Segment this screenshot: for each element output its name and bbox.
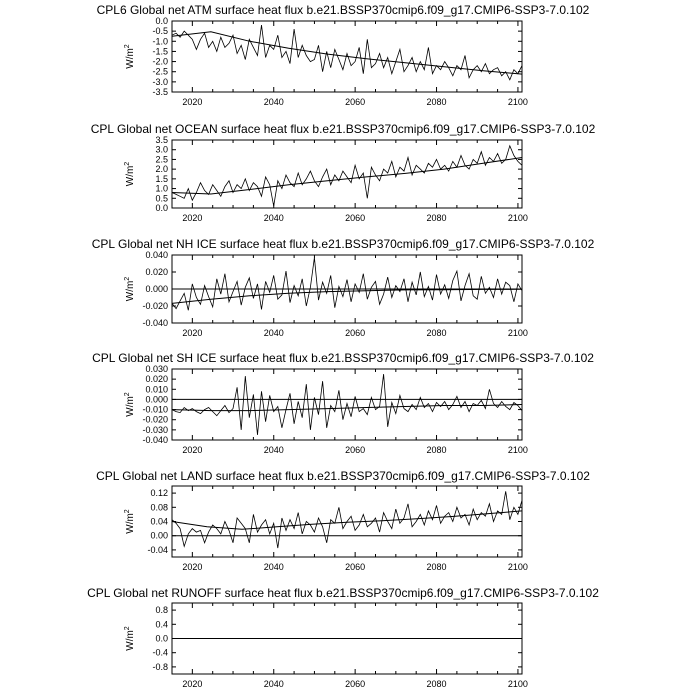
x-tick-label: 2100 <box>507 679 528 689</box>
chart-title: CPL Global net NH ICE surface heat flux b.e21.BSSP370cmip6.f09_g17.CMIP6-SSP3-7.0.102 <box>91 237 595 251</box>
plot-frame <box>172 140 522 208</box>
y-tick-label: -0.030 <box>142 424 168 435</box>
y-axis-label <box>124 509 136 534</box>
series-smoothed-line <box>172 511 522 529</box>
x-tick-label: 2080 <box>426 328 447 338</box>
x-tick-label: 2080 <box>426 562 447 572</box>
x-tick-label: 2080 <box>426 97 447 107</box>
x-tick-label: 2080 <box>426 213 447 223</box>
chart-panel-3 <box>92 237 595 338</box>
x-tick-label: 2040 <box>263 213 284 223</box>
y-tick-label: 0.000 <box>145 284 168 294</box>
x-tick-label: 2060 <box>345 562 366 572</box>
y-tick-label: -1.0 <box>152 36 168 47</box>
x-tick-label: 2040 <box>263 562 284 572</box>
y-tick-label: 0.4 <box>155 619 168 630</box>
x-tick-label: 2060 <box>345 97 366 107</box>
y-tick-label: -2.0 <box>152 56 168 67</box>
y-axis-label-base: W/m <box>125 165 136 187</box>
y-tick-label: -0.040 <box>142 318 168 328</box>
y-tick-label: 0.020 <box>145 267 168 277</box>
y-tick-label: -0.020 <box>142 301 168 311</box>
y-axis-label-base: W/m <box>125 630 136 651</box>
x-tick-label: 2040 <box>263 328 284 338</box>
y-axis-label-base: W/m <box>125 280 136 302</box>
chart-title: CPL Global net SH ICE surface heat flux b.e21.BSSP370cmip6.f09_g17.CMIP6-SSP3-7.0.102 <box>92 351 594 365</box>
y-tick-label: 0.010 <box>145 384 168 395</box>
y-axis-label-sup: 2 <box>124 276 131 281</box>
x-tick-label: 2040 <box>263 97 284 107</box>
y-tick-label: -0.8 <box>152 661 168 672</box>
y-axis-label <box>124 277 136 302</box>
chart-panel-1 <box>97 3 590 107</box>
x-tick-label: 2060 <box>345 213 366 223</box>
series-annual-line <box>172 146 522 206</box>
y-axis-label <box>124 626 136 651</box>
y-tick-label: 2.0 <box>155 164 168 175</box>
y-tick-label: -2.5 <box>152 66 168 77</box>
x-tick-label: 2100 <box>507 97 528 107</box>
x-tick-label: 2060 <box>345 679 366 689</box>
y-tick-label: 0.000 <box>145 394 168 405</box>
y-tick-label: -3.5 <box>152 87 168 97</box>
x-tick-label: 2060 <box>345 445 366 455</box>
y-tick-label: 0.0 <box>155 203 168 213</box>
y-axis-label <box>124 44 136 69</box>
series-smoothed-line <box>172 289 522 303</box>
y-tick-label: -0.040 <box>142 435 168 445</box>
x-tick-label: 2100 <box>507 328 528 338</box>
y-axis-label <box>124 162 136 187</box>
y-tick-label: 0.040 <box>145 250 168 260</box>
x-tick-label: 2080 <box>426 445 447 455</box>
y-tick-label: 0.0 <box>155 633 168 644</box>
chart-panel-4 <box>92 351 594 455</box>
x-tick-label: 2020 <box>182 97 203 107</box>
y-axis-label-sup: 2 <box>124 392 131 397</box>
series-annual-line <box>172 374 522 435</box>
y-tick-label: -0.020 <box>142 414 168 425</box>
y-tick-label: 0.08 <box>150 502 168 513</box>
y-axis-label-sup: 2 <box>124 626 131 631</box>
x-tick-label: 2020 <box>182 679 203 689</box>
series-annual-line <box>172 25 522 80</box>
y-tick-label: 3.0 <box>155 144 168 155</box>
chart-panel-5 <box>96 469 590 572</box>
x-tick-label: 2100 <box>507 445 528 455</box>
series-annual-line <box>172 258 522 311</box>
chart-title: CPL Global net OCEAN surface heat flux b.e21.BSSP370cmip6.f09_g17.CMIP6-SSP3-7.0.102 <box>90 122 596 136</box>
y-tick-label: 0.00 <box>150 530 168 541</box>
y-axis-label-base: W/m <box>125 48 136 69</box>
series-annual-line <box>172 491 522 548</box>
y-tick-label: 0.0 <box>155 16 168 26</box>
chart-title: CPL Global net LAND surface heat flux b.e21.BSSP370cmip6.f09_g17.CMIP6-SSP3-7.0.102 <box>96 469 590 483</box>
y-axis-label-sup: 2 <box>124 509 131 514</box>
y-tick-label: 0.5 <box>155 193 168 204</box>
y-tick-label: -0.04 <box>147 544 168 555</box>
y-tick-label: -0.010 <box>142 404 168 415</box>
y-axis-label-base: W/m <box>125 513 136 534</box>
x-tick-label: 2060 <box>345 328 366 338</box>
y-tick-label: -0.4 <box>152 647 168 658</box>
chart-panel-2 <box>91 122 596 223</box>
y-tick-label: 2.5 <box>155 154 168 165</box>
x-tick-label: 2040 <box>263 679 284 689</box>
y-tick-label: -1.5 <box>152 46 168 57</box>
x-tick-label: 2020 <box>182 328 203 338</box>
y-axis-label-sup: 2 <box>124 161 131 166</box>
y-axis-label <box>124 392 136 417</box>
y-tick-label: -3.0 <box>152 76 168 87</box>
y-tick-label: 0.030 <box>145 364 168 374</box>
y-tick-label: 0.04 <box>150 516 168 527</box>
x-tick-label: 2020 <box>182 213 203 223</box>
y-tick-label: 3.5 <box>155 135 168 145</box>
chart-title: CPL Global net RUNOFF surface heat flux b.e21.BSSP370cmip6.f09_g17.CMIP6-SSP3-7.0.102 <box>87 586 599 600</box>
x-tick-label: 2080 <box>426 679 447 689</box>
y-tick-label: 1.5 <box>155 173 168 184</box>
y-axis-label-base: W/m <box>125 396 136 417</box>
x-tick-label: 2040 <box>263 445 284 455</box>
chart-title: CPL6 Global net ATM surface heat flux b.e21.BSSP370cmip6.f09_g17.CMIP6-SSP3-7.0.102 <box>96 3 590 17</box>
x-tick-label: 2100 <box>507 562 528 572</box>
x-tick-label: 2020 <box>182 562 203 572</box>
x-tick-label: 2020 <box>182 445 203 455</box>
y-tick-label: 0.020 <box>145 374 168 385</box>
y-axis-label-sup: 2 <box>124 44 131 49</box>
y-tick-label: 1.0 <box>155 183 168 194</box>
x-tick-label: 2100 <box>507 213 528 223</box>
y-tick-label: 0.12 <box>150 488 168 499</box>
y-tick-label: 0.8 <box>155 605 168 616</box>
y-tick-label: -0.5 <box>152 26 168 37</box>
chart-panel-6 <box>87 586 599 689</box>
